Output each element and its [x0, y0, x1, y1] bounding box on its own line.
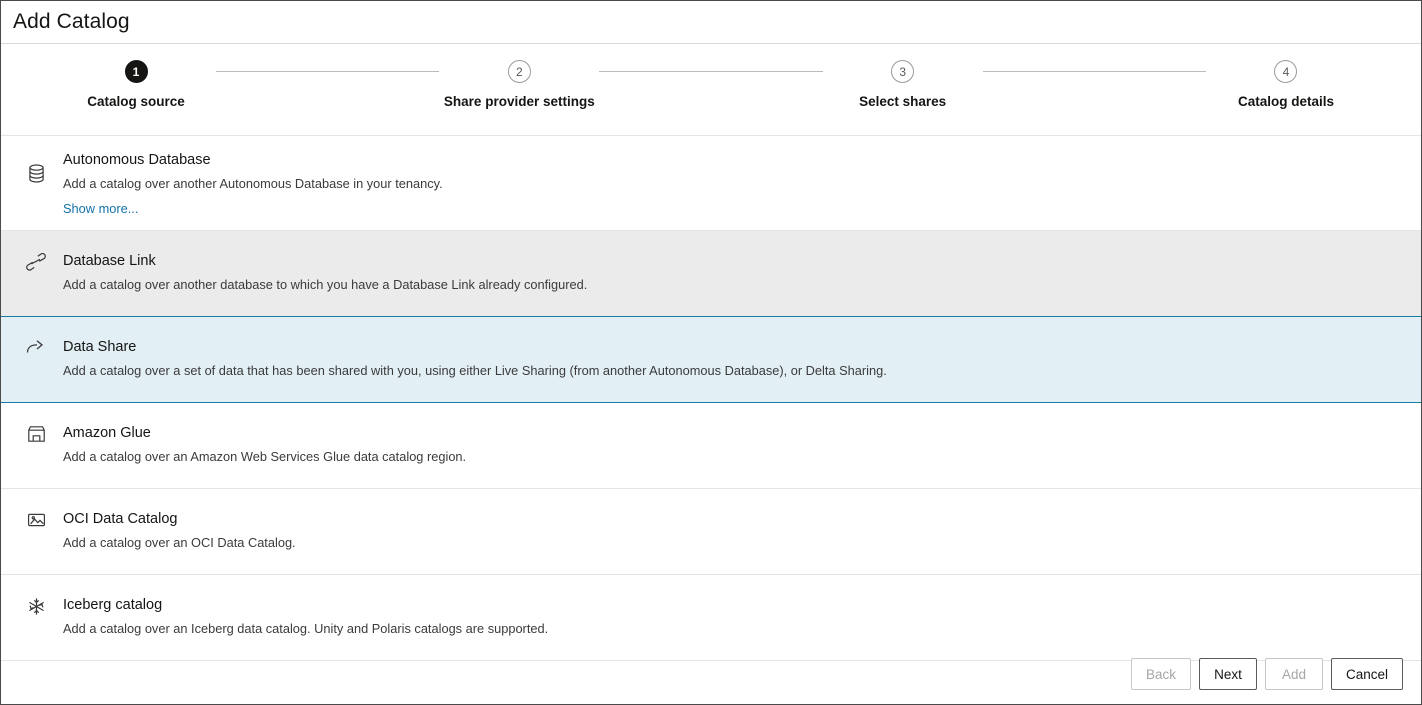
step-connector-2 [599, 71, 822, 72]
step-catalog-details[interactable] [1206, 60, 1366, 109]
option-description: Add a catalog over another database to which you have a Database Link already configured. [63, 277, 588, 292]
dialog-header [1, 1, 1421, 44]
page-title: Add Catalog [13, 10, 130, 33]
list-item-iceberg-catalog[interactable] [1, 575, 1421, 661]
add-button[interactable]: Add [1265, 658, 1323, 690]
option-description: Add a catalog over an Iceberg data catalog. Unity and Polaris catalogs are supported. [63, 621, 549, 636]
option-description: Add a catalog over a set of data that has been shared with you, using either Live Sharing (from another Autonomous Database), or Delta Sharing. [63, 363, 887, 378]
step-catalog-source[interactable] [56, 60, 216, 109]
option-description: Add a catalog over another Autonomous Database in your tenancy. [63, 176, 443, 191]
cancel-button[interactable]: Cancel [1331, 658, 1403, 690]
step-connector-1 [216, 71, 439, 72]
step-share-provider-settings[interactable] [439, 60, 599, 109]
step-connector-3 [983, 71, 1206, 72]
glue-store-icon [23, 423, 49, 443]
back-button[interactable]: Back [1131, 658, 1191, 690]
list-item-autonomous-database[interactable] [1, 136, 1421, 231]
next-button[interactable]: Next [1199, 658, 1257, 690]
snowflake-iceberg-icon [23, 595, 49, 616]
step-number-4: 4 [1274, 60, 1297, 83]
option-title: Iceberg catalog [63, 597, 163, 613]
list-item-oci-data-catalog[interactable] [1, 489, 1421, 575]
option-title: Data Share [63, 339, 137, 355]
option-description: Add a catalog over an OCI Data Catalog. [63, 535, 296, 550]
option-title: Autonomous Database [63, 152, 211, 168]
oci-catalog-icon [23, 509, 49, 529]
share-arrow-icon [23, 337, 49, 357]
link-icon [23, 251, 49, 271]
step-label-3: Select shares [859, 94, 947, 109]
option-title: Amazon Glue [63, 425, 151, 441]
option-title: OCI Data Catalog [63, 511, 178, 527]
step-number-2: 2 [508, 60, 531, 83]
dialog-footer [1131, 658, 1403, 690]
step-number-3: 3 [891, 60, 914, 83]
option-description: Add a catalog over an Amazon Web Services Glue data catalog region. [63, 449, 467, 464]
database-icon [23, 150, 49, 183]
step-label-2: Share provider settings [443, 94, 595, 109]
step-select-shares[interactable] [823, 60, 983, 109]
list-item-data-share[interactable] [1, 316, 1421, 403]
catalog-source-list [1, 135, 1421, 661]
list-item-amazon-glue[interactable] [1, 403, 1421, 489]
step-label-1: Catalog source [87, 94, 185, 109]
step-label-4: Catalog details [1237, 94, 1334, 109]
option-title: Database Link [63, 253, 156, 269]
list-item-database-link[interactable] [1, 231, 1421, 317]
wizard-stepper [1, 44, 1421, 109]
show-more-link[interactable]: Show more... [63, 201, 139, 216]
step-number-1: 1 [125, 60, 148, 83]
